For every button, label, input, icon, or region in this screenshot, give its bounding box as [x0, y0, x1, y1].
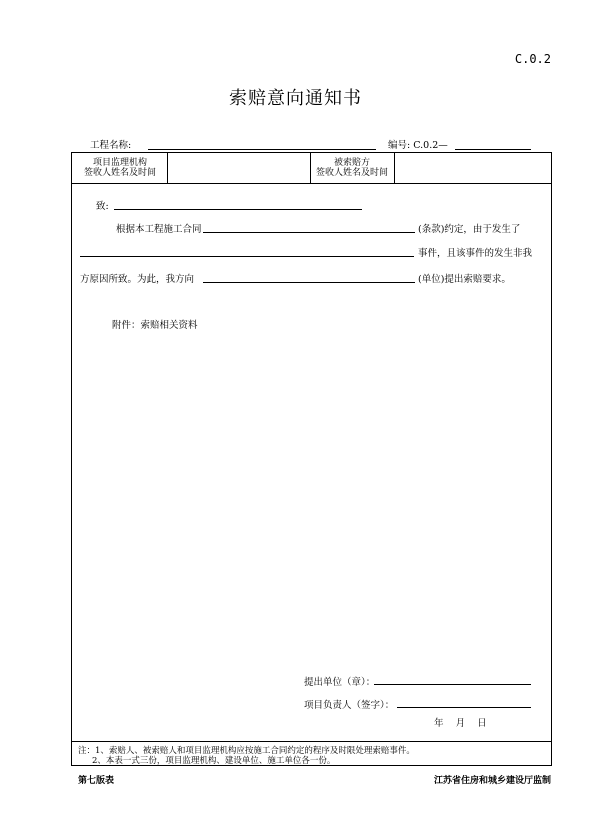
line1-suffix: (条款)约定，由于发生了: [418, 224, 521, 235]
manager-sign-field[interactable]: [397, 707, 531, 708]
claimant-signoff-label: [310, 158, 394, 178]
form-code: C.0.2: [514, 52, 551, 66]
line3-prefix: 方原因所致。为此，我方向: [80, 274, 195, 285]
number-label: 编号: C.0.2—: [388, 140, 448, 151]
contract-field[interactable]: [203, 232, 415, 233]
to-label: 致:: [96, 201, 109, 212]
attachment-label: 附件：索赔相关资料: [112, 320, 198, 331]
claimant-label-line2: 签收人姓名及时间: [315, 168, 388, 178]
line1-prefix: 根据本工程施工合同: [116, 224, 202, 235]
date-label: 年 月 日: [434, 718, 487, 729]
supervisor-signoff-field[interactable]: [168, 153, 309, 182]
to-field[interactable]: [114, 209, 362, 210]
notes-divider: [71, 741, 552, 742]
edition-label: 第七版表: [78, 776, 115, 786]
supervisor-label-line1: 项目监理机构: [92, 158, 147, 168]
note-line-1: 注：1、索赔人、被索赔人和项目监理机构应按施工合同约定的程序及时限处理索赔事件。: [78, 746, 415, 756]
supervisor-signoff-label: [73, 158, 167, 178]
manager-sign-label: 项目负责人（签字）：: [304, 700, 395, 711]
unit-seal-field[interactable]: [374, 684, 531, 685]
claim-unit-field[interactable]: [203, 282, 415, 283]
line3-suffix: (单位)提出索赔要求。: [418, 274, 511, 285]
number-field[interactable]: [455, 149, 531, 150]
page-title: 索赔意向通知书: [229, 88, 362, 109]
row-divider: [71, 183, 552, 184]
claimant-label-line1: 被索赔方: [333, 158, 370, 168]
project-name-label: 工程名称:: [90, 140, 132, 151]
note-line-2: 2、本表一式三份，项目监理机构、建设单位、施工单位各一份。: [92, 756, 336, 766]
line2-suffix: 事件，且该事件的发生非我: [418, 248, 533, 259]
project-name-field[interactable]: [148, 149, 376, 150]
issuer-label: 江苏省住房和城乡建设厅监制: [433, 776, 551, 786]
claimant-signoff-field[interactable]: [395, 153, 551, 182]
unit-seal-label: 提出单位（章）：: [304, 677, 376, 688]
supervisor-label-line2: 签收人姓名及时间: [83, 168, 156, 178]
event-field[interactable]: [80, 256, 414, 257]
